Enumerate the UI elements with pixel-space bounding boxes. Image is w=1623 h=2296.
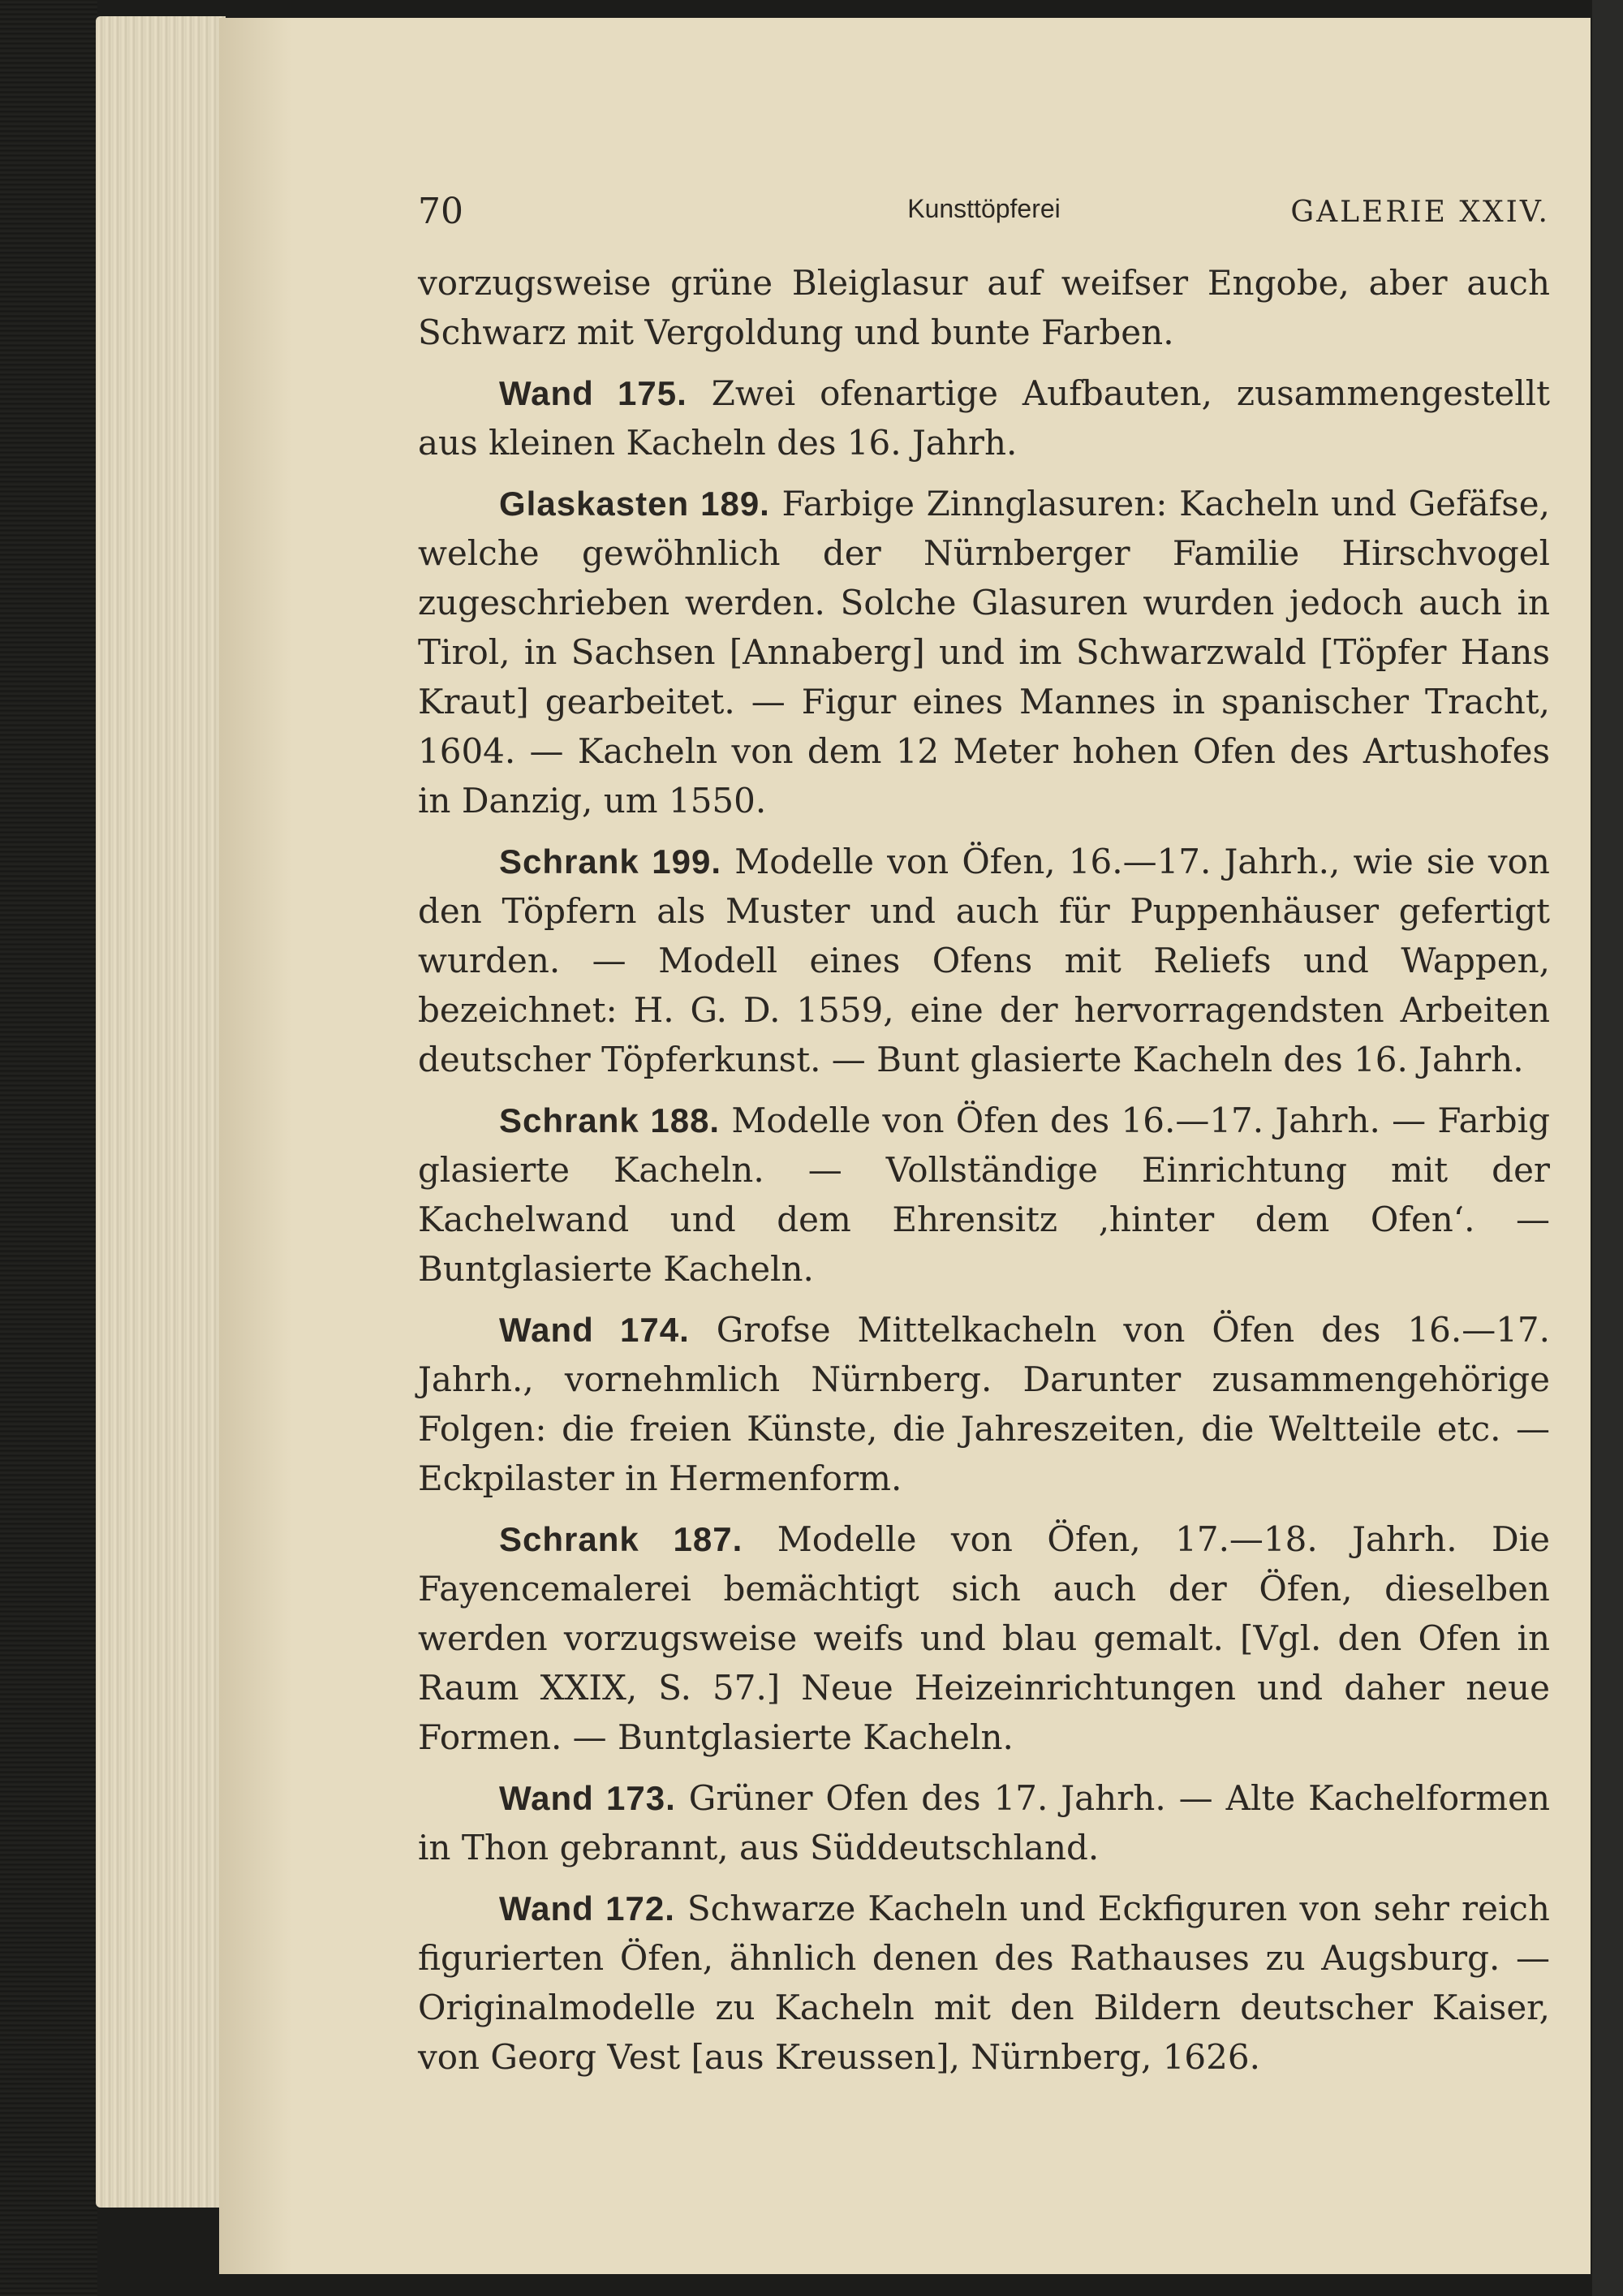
entry-lead: Schrank 188.: [499, 1101, 721, 1139]
entry-paragraph: [418, 368, 1550, 467]
entry-text: Grofse Mittelkacheln von Öfen des 16.—17. Jahrh., vornehmlich Nürnberg. Darunter zusammengehörige Folgen: die freien Künste, die Jahreszeiten, die Weltteile etc. — Eckpilaster in Hermenform.: [418, 1310, 1550, 1498]
page-border: [1592, 0, 1623, 2296]
entry-lead: Wand 175.: [499, 374, 687, 412]
entry-paragraph: [418, 1773, 1550, 1872]
entry-paragraph: [418, 1884, 1550, 2082]
entry-text: Grüner Ofen des 17. Jahrh. — Alte Kachelformen in Thon gebrannt, aus Süddeutschland.: [418, 1778, 1550, 1867]
entry-lead: Schrank 187.: [499, 1520, 743, 1558]
entry-lead: Wand 173.: [499, 1779, 676, 1817]
entry-lead: Wand 174.: [499, 1311, 690, 1349]
book-binding: [0, 0, 97, 2296]
entry-lead: Schrank 199.: [499, 842, 721, 881]
entry-text: Modelle von Öfen des 16.—17. Jahrh. — Farbig glasierte Kacheln. — Vollständige Einrichtung mit der Kachelwand und dem Ehrensitz ‚hinter dem Ofen‘. — Buntglasierte Kacheln.: [418, 1101, 1550, 1289]
entry-text: Farbige Zinnglasuren: Kacheln und Gefäfse, welche gewöhnlich der Nürnberger Familie Hirschvogel zugeschrieben werden. Solche Glasuren wurden jedoch auch in Tirol, in Sachsen [Annaberg] und im Schwarzwald [Töpfer Hans Kraut] gearbeitet. — Figur eines Mannes in spanischer Tracht, 1604. — Kacheln von dem 12 Meter hohen Ofen des Artushofes in Danzig, um 1550.: [418, 484, 1550, 821]
entry-paragraph: [418, 479, 1550, 825]
entry-paragraph: [418, 1305, 1550, 1503]
entry-text: Modelle von Öfen, 17.—18. Jahrh. Die Fayencemalerei bemächtigt sich auch der Öfen, dieselben werden vorzugsweise weifs und blau gemalt. [Vgl. den Ofen in Raum XXIX, S. 57.] Neue Heizeinrichtungen und daher neue Formen. — Buntglasierte Kacheln.: [418, 1519, 1550, 1757]
section-label: GALERIE XXIV.: [1290, 196, 1550, 229]
body-text: [418, 258, 1550, 2093]
running-title: Kunsttöpferei: [907, 194, 1061, 223]
entry-paragraph: [418, 1514, 1550, 1762]
page-edges: [96, 16, 226, 2208]
entry-lead: Glaskasten 189.: [499, 485, 770, 523]
page-number: 70: [418, 191, 463, 232]
entry-text: Schwarze Kacheln und Eckfiguren von sehr reich figurierten Öfen, ähnlich denen des Rathauses zu Augsburg. — Originalmodelle zu Kacheln mit den Bildern deutscher Kaiser, von Georg Vest [aus Kreussen], Nürnberg, 1626.: [418, 1889, 1550, 2077]
entry-text: Zwei ofenartige Aufbauten, zusammengestellt aus kleinen Kacheln des 16. Jahrh.: [418, 373, 1551, 463]
entry-text: vorzugsweise grüne Bleiglasur auf weifser Engobe, aber auch Schwarz mit Vergoldung und bunte Farben.: [418, 263, 1550, 352]
page-header: [418, 191, 1550, 239]
entry-lead: Wand 172.: [499, 1889, 675, 1928]
entry-paragraph: [418, 258, 1550, 357]
entry-paragraph: [418, 1096, 1550, 1294]
entry-paragraph: [418, 837, 1550, 1084]
entry-text: Modelle von Öfen, 16.—17. Jahrh., wie sie von den Töpfern als Muster und auch für Puppenhäuser gefertigt wurden. — Modell eines Ofens mit Reliefs und Wappen, bezeichnet: H. G. D. 1559, eine der hervorragendsten Arbeiten deutscher Töpferkunst. — Bunt glasierte Kacheln des 16. Jahrh.: [418, 842, 1550, 1079]
